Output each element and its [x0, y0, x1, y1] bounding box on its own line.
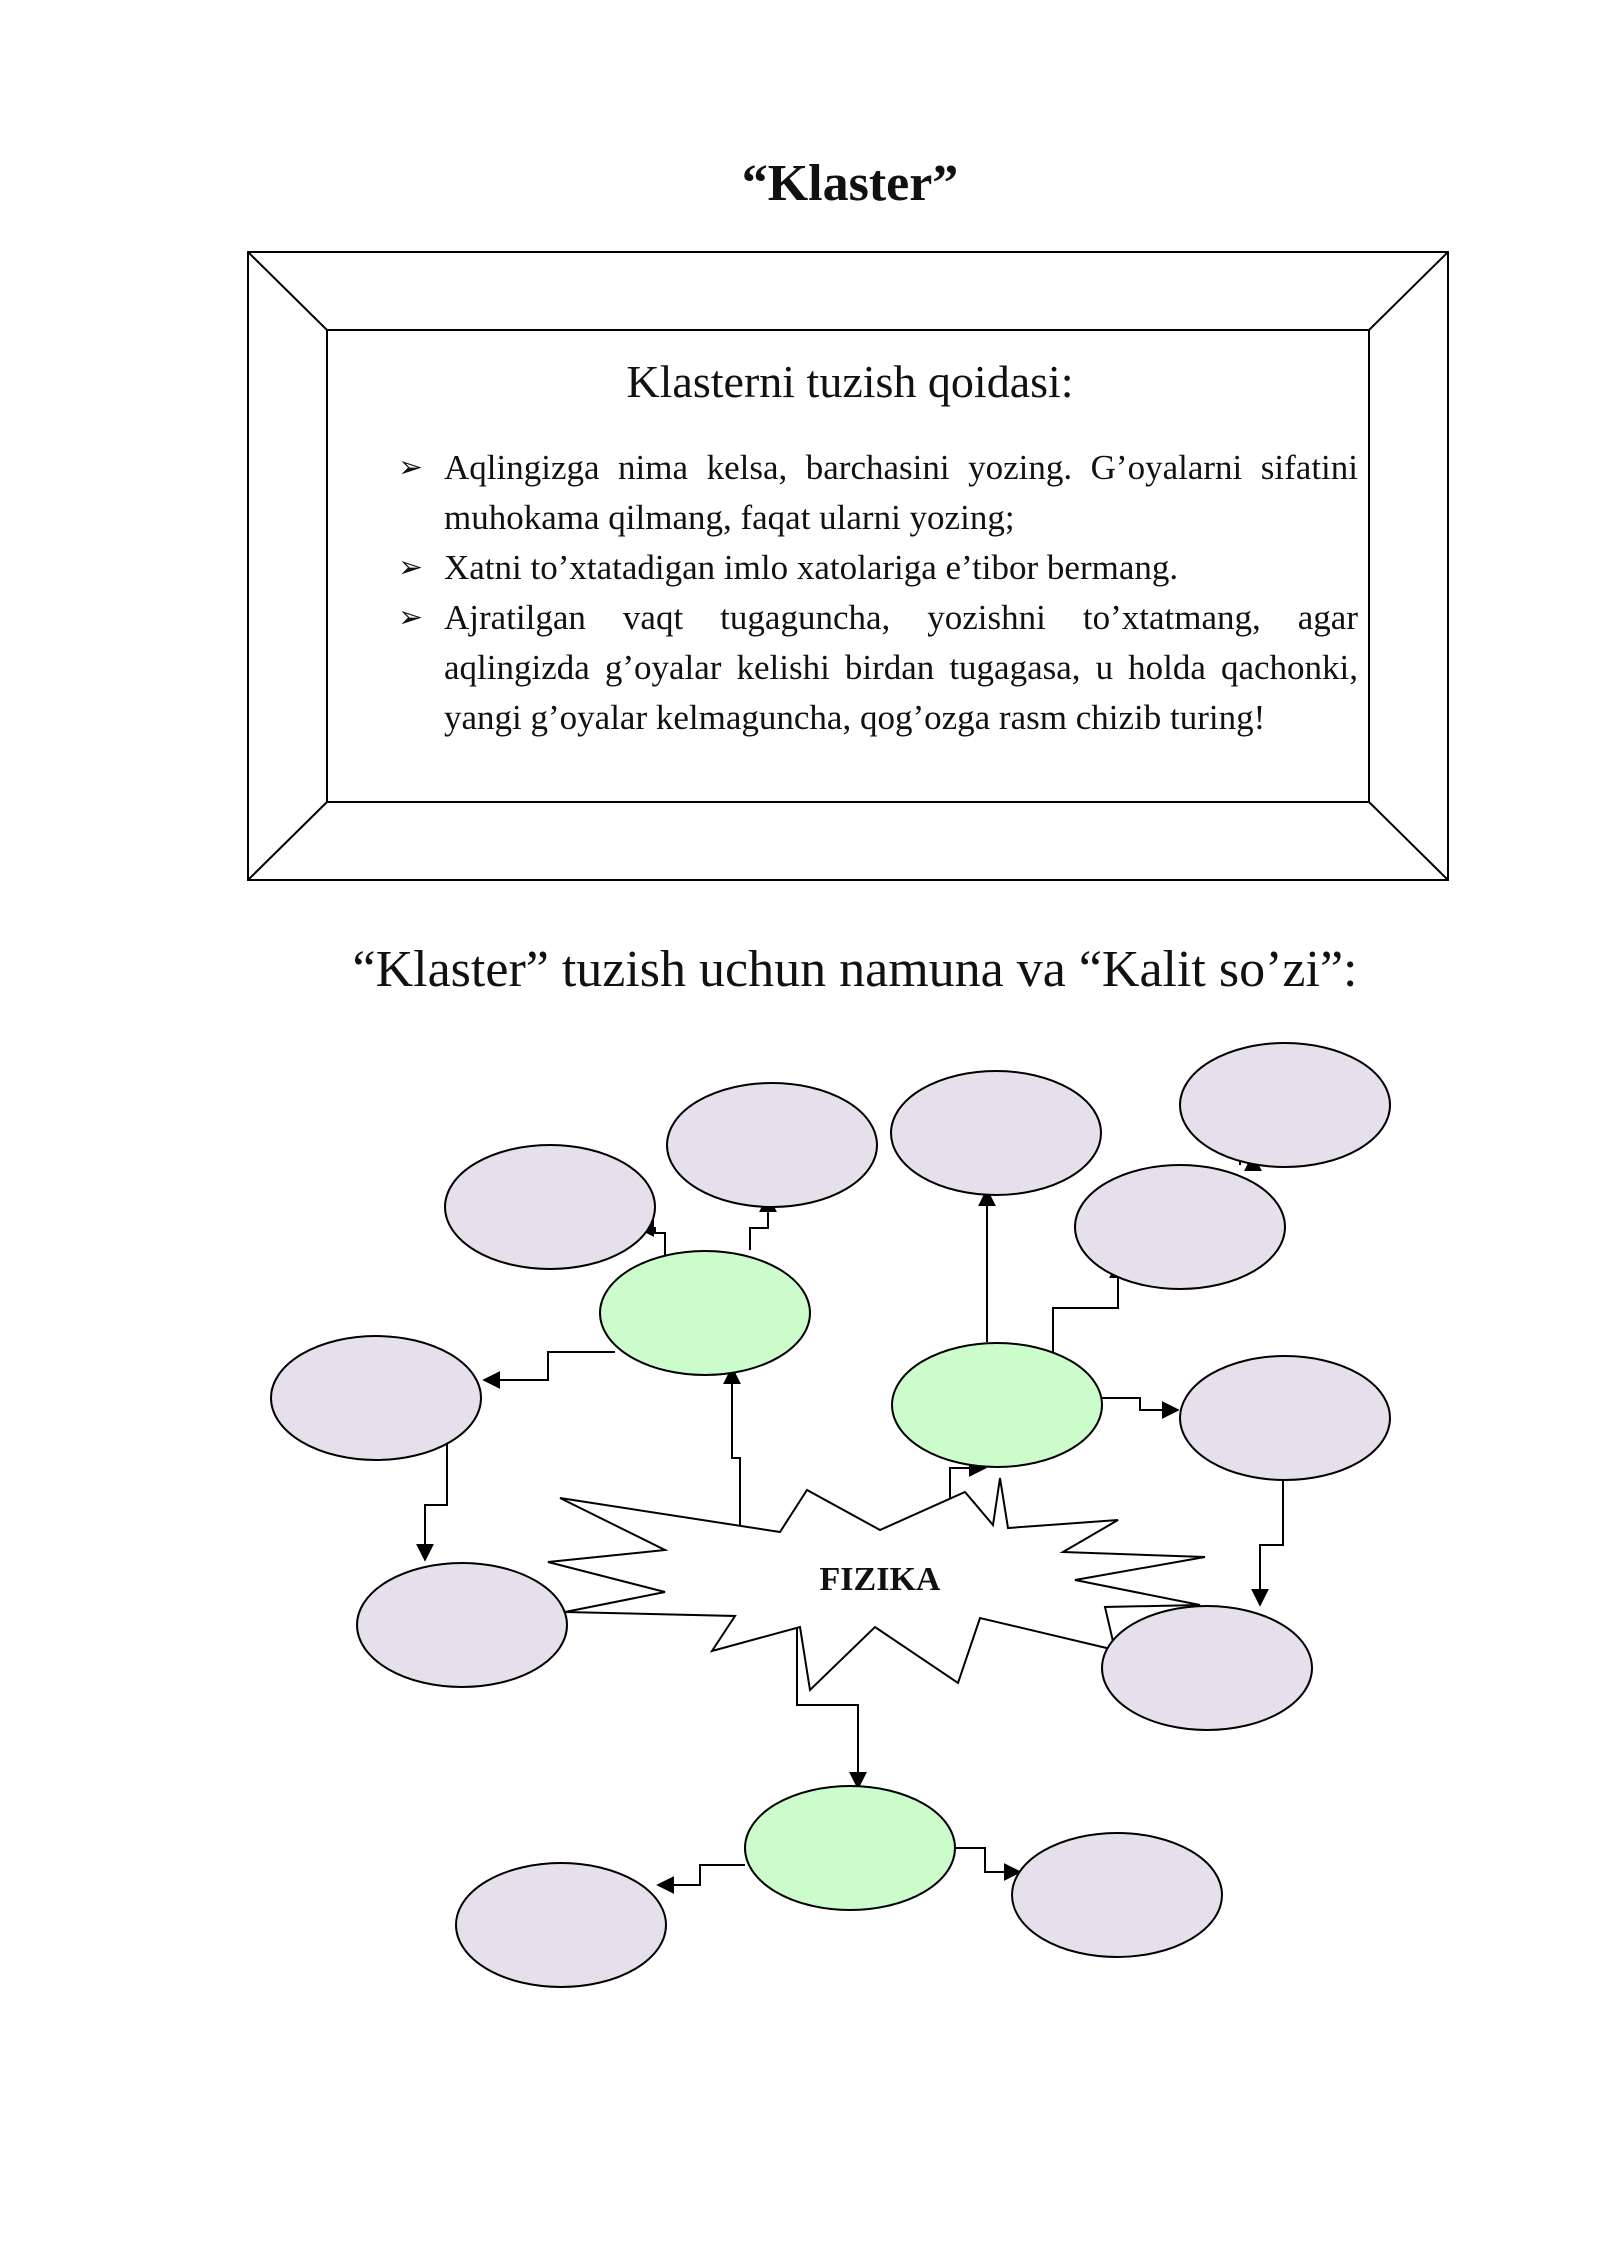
- connector-arrow: [484, 1352, 615, 1380]
- rule-item: ➢ Xatni to’xtatadigan imlo xatolariga e’tibor bermang.: [398, 543, 1358, 593]
- arrowhead-bullet-icon: ➢: [398, 600, 424, 635]
- secondary-node-top-left: [445, 1145, 655, 1269]
- connector-arrow: [1053, 1262, 1118, 1355]
- connector-arrow: [425, 1442, 447, 1560]
- secondary-node-bottom-left: [456, 1863, 666, 1987]
- secondary-node-bottom-right: [1012, 1833, 1222, 1957]
- page-title: “Klaster”: [741, 155, 959, 212]
- secondary-node-mid-right: [1075, 1165, 1285, 1289]
- secondary-node-top-center: [667, 1083, 877, 1207]
- primary-node-bottom: [745, 1786, 955, 1910]
- rule-item: ➢ Aqlingizga nima kelsa, barchasini yozing. G’oyalarni sifatini muhokama qilmang, faqat ularni yozing;: [398, 443, 1358, 543]
- rules-heading: Klasterni tuzish qoidasi:: [626, 356, 1074, 407]
- arrowhead-bullet-icon: ➢: [398, 450, 424, 485]
- connector-arrow: [953, 1848, 1020, 1872]
- primary-node-left: [600, 1251, 810, 1375]
- secondary-node-lower-right: [1102, 1606, 1312, 1730]
- primary-node-right: [892, 1343, 1102, 1467]
- connector-arrow: [732, 1368, 740, 1535]
- center-keyword-label: FIZIKA: [819, 1561, 941, 1598]
- connector-arrow: [1100, 1398, 1178, 1410]
- diagram-subtitle: “Klaster” tuzish uchun namuna va “Kalit so’zi”:: [352, 941, 1358, 998]
- secondary-node-far-top-right: [1180, 1043, 1390, 1167]
- rule-item: ➢ Ajratilgan vaqt tugaguncha, yozishni to’xtatmang, agar aqlingizda g’oyalar kelishi birdan tugagasa, u holda qachonki, yangi g’oyalar kelmaguncha, qog’ozga rasm chizib turing!: [398, 593, 1358, 743]
- secondary-node-lower-left: [357, 1563, 567, 1687]
- arrowhead-bullet-icon: ➢: [398, 550, 424, 585]
- secondary-node-left: [271, 1336, 481, 1460]
- connector-arrow: [658, 1865, 745, 1885]
- secondary-node-right: [1180, 1356, 1390, 1480]
- connector-arrow: [1260, 1478, 1283, 1605]
- secondary-node-upper-center: [891, 1071, 1101, 1195]
